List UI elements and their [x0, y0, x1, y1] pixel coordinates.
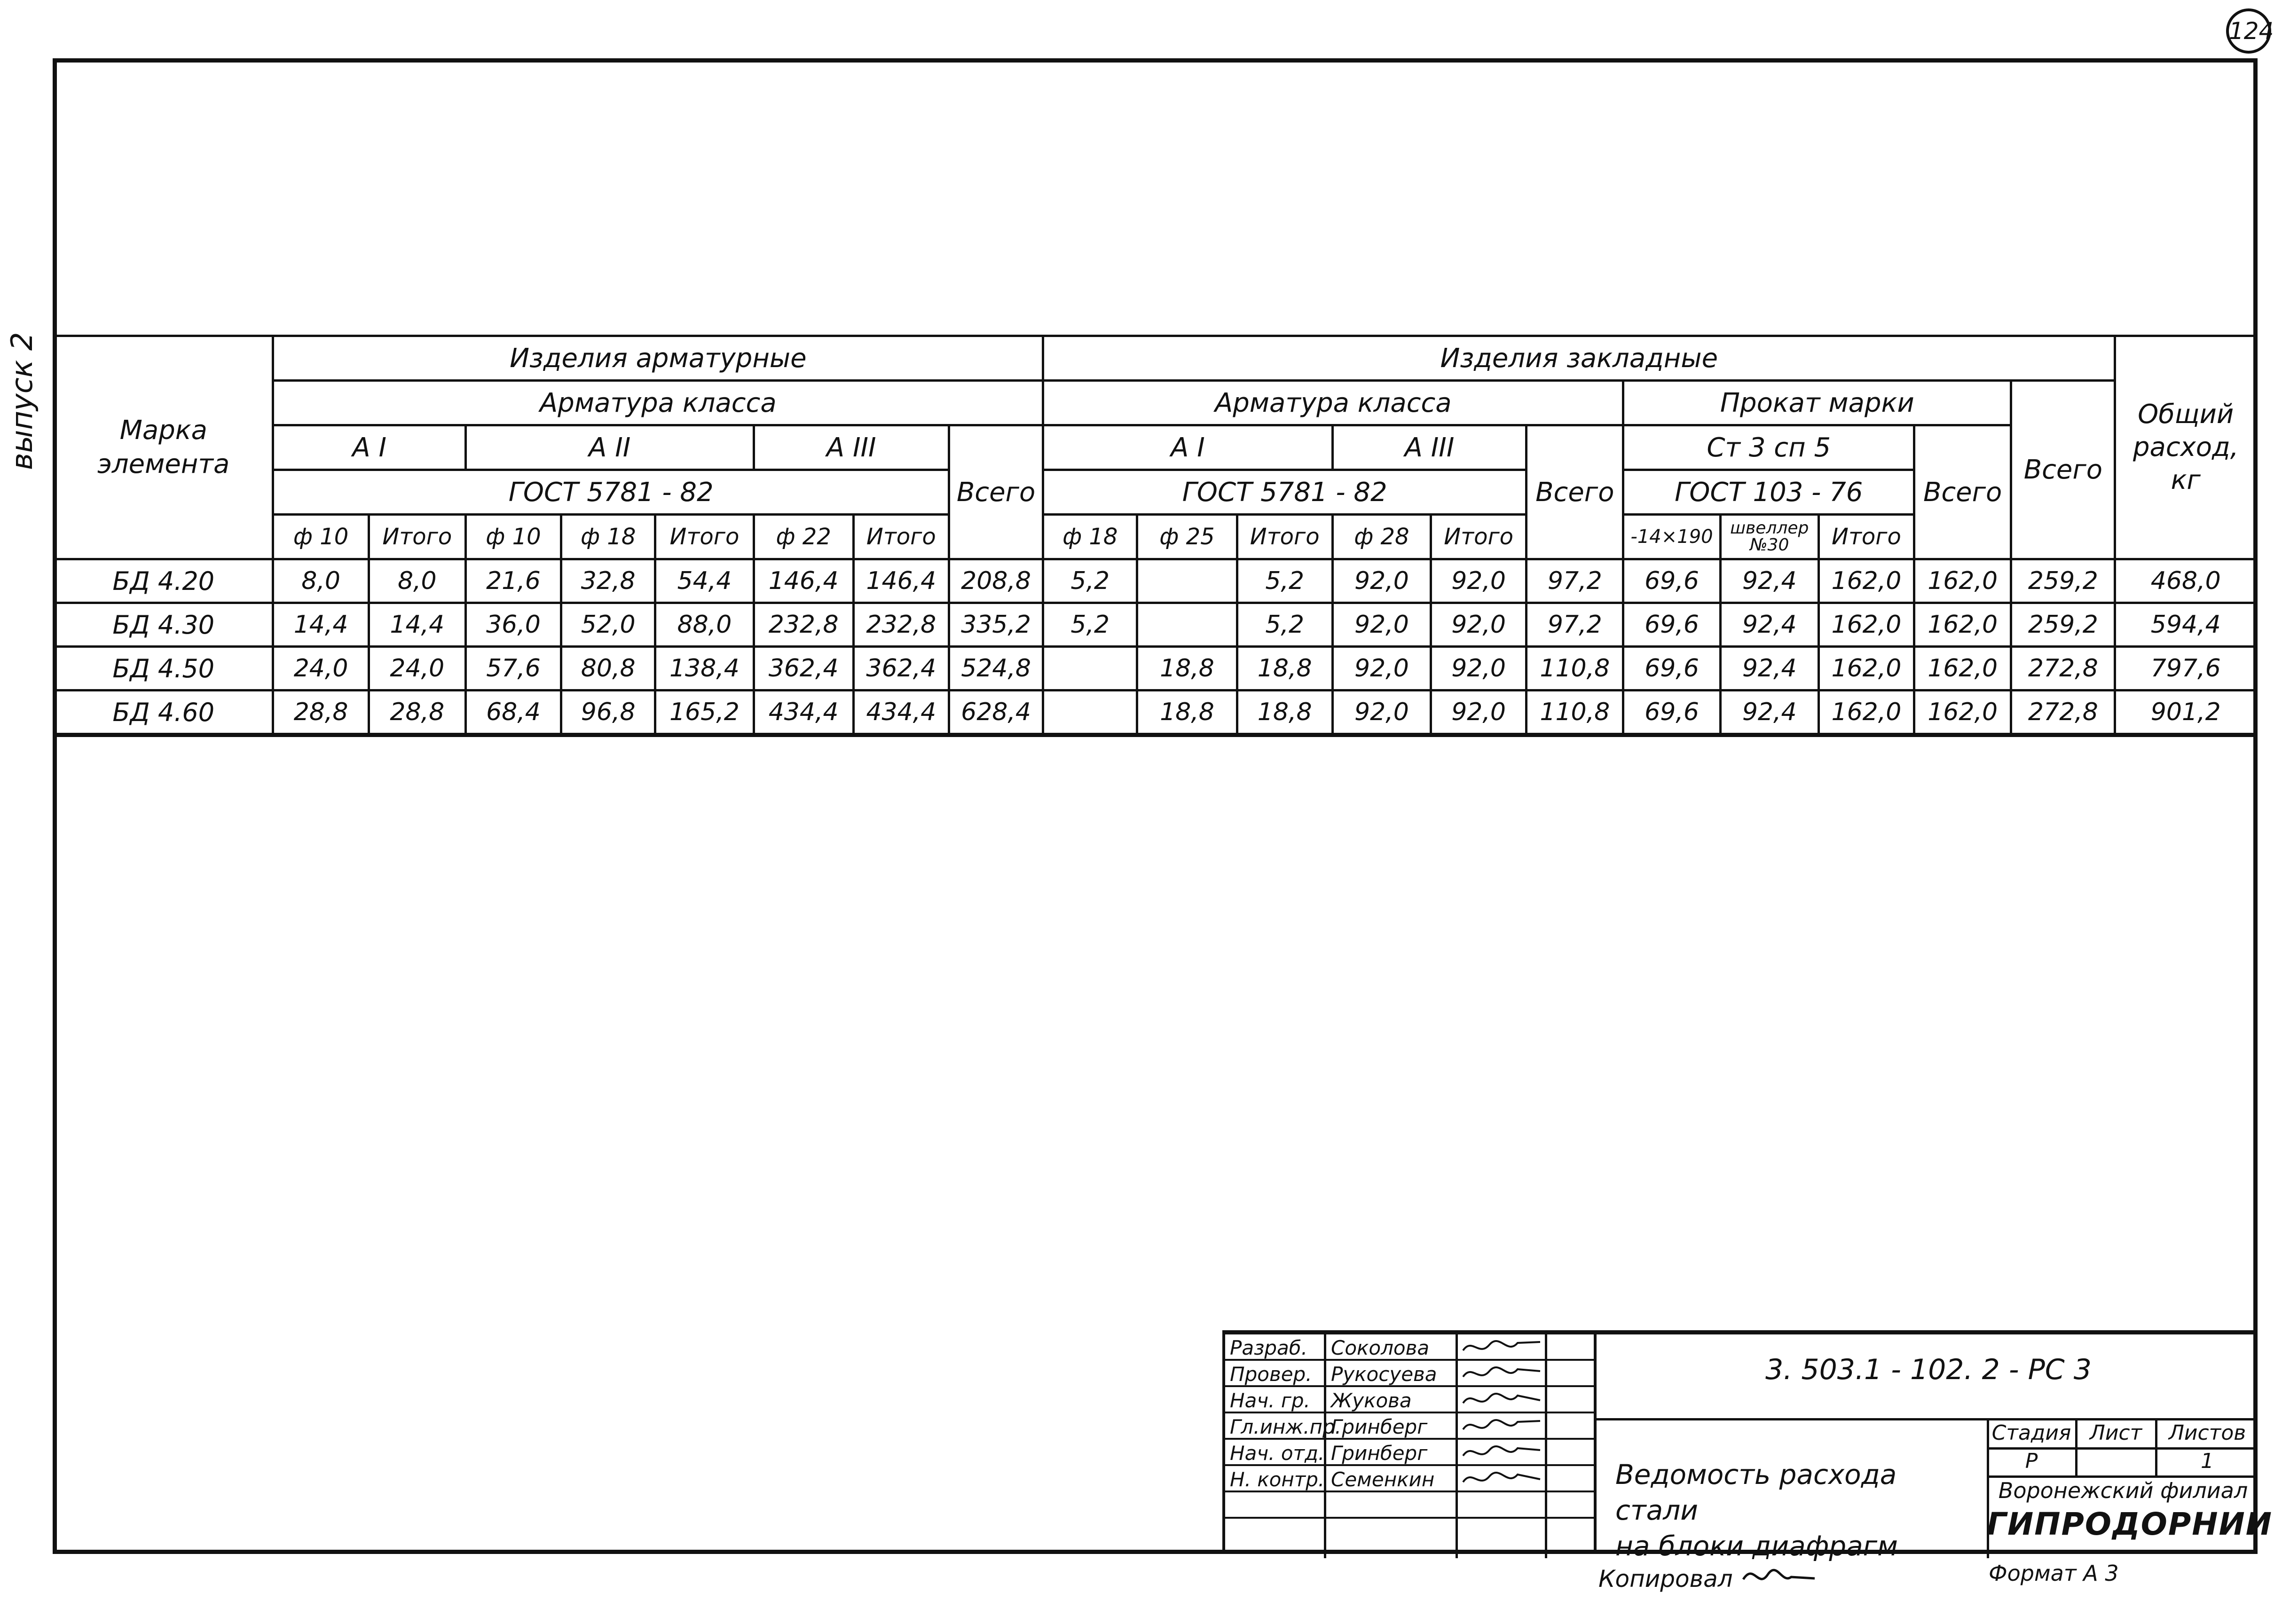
table-cell: 146,4: [754, 559, 853, 603]
table-cell: 52,0: [561, 603, 655, 647]
table-cell: 434,4: [853, 690, 949, 735]
table-cell: [1043, 647, 1137, 690]
header-strip: -14×190: [1623, 515, 1720, 559]
header-d25: ф 25: [1137, 515, 1237, 559]
header-class-a2: А II: [465, 425, 754, 470]
header-itogo: Итого: [853, 515, 949, 559]
signature-name: Гринберг: [1331, 1415, 1428, 1438]
table-cell: 162,0: [1914, 603, 2011, 647]
signature-role: Н. контр.: [1230, 1468, 1325, 1491]
table-cell: 208,8: [949, 559, 1043, 603]
table-cell: 92,4: [1720, 690, 1818, 735]
table-cell: 901,2: [2115, 690, 2257, 735]
table-cell: 162,0: [1818, 603, 1914, 647]
header-vsego-reinf: Всего: [949, 425, 1043, 559]
table-cell: 524,8: [949, 647, 1043, 690]
header-vsego-prokat: Всего: [1914, 425, 2011, 559]
table-cell: 28,8: [369, 690, 465, 735]
table-cell: 594,4: [2115, 603, 2257, 647]
handwritten-signature: [1460, 1413, 1550, 1432]
steel-consumption-table: [53, 335, 2258, 737]
header-class-a1: А I: [273, 425, 465, 470]
table-row: [54, 647, 2257, 690]
element-mark: БД 4.60: [54, 690, 273, 735]
table-cell: 232,8: [853, 603, 949, 647]
header-gost-103: ГОСТ 103 - 76: [1623, 470, 1914, 515]
header-d28: ф 28: [1332, 515, 1431, 559]
table-cell: 162,0: [1818, 647, 1914, 690]
title-block: [1222, 1330, 2273, 1562]
table-cell: 8,0: [369, 559, 465, 603]
organization-branch: Воронежский филиал: [1998, 1478, 2248, 1503]
table-row: [54, 690, 2257, 735]
table-cell: [1137, 603, 1237, 647]
header-armatura-class-embedded: Арматура класса: [1043, 381, 1623, 425]
signature-row: [1225, 1334, 1597, 1361]
table-cell: 68,4: [465, 690, 561, 735]
signature-role: Провер.: [1230, 1363, 1312, 1386]
organization-name: ГИПРОДОРНИИ: [1987, 1506, 2273, 1542]
handwritten-signature: [1460, 1440, 1550, 1459]
header-itogo: Итого: [1237, 515, 1332, 559]
header-steel: Ст 3 сп 5: [1623, 425, 1914, 470]
header-vsego-armatura: Всего: [1527, 425, 1623, 559]
header-armatura-class: Арматура класса: [273, 381, 1043, 425]
table-cell: 28,8: [273, 690, 369, 735]
document-code: 3. 503.1 - 102. 2 - РС 3: [1765, 1353, 2092, 1386]
page-number: 124: [2226, 8, 2271, 54]
table-cell: 110,8: [1527, 690, 1623, 735]
table-cell: 18,8: [1137, 690, 1237, 735]
signature-row: [1225, 1466, 1597, 1492]
table-cell: 92,0: [1332, 690, 1431, 735]
signature-name: Гринберг: [1331, 1442, 1428, 1465]
document-title: [1615, 1457, 1982, 1564]
table-row: [54, 603, 2257, 647]
table-cell: 21,6: [465, 559, 561, 603]
signature-name: Соколова: [1331, 1336, 1430, 1359]
table-cell: 24,0: [273, 647, 369, 690]
table-cell: 5,2: [1043, 603, 1137, 647]
signature-row: [1225, 1387, 1597, 1413]
header-d22: ф 22: [754, 515, 853, 559]
table-cell: 259,2: [2011, 603, 2115, 647]
table-cell: 92,0: [1332, 603, 1431, 647]
table-cell: 14,4: [273, 603, 369, 647]
table-cell: 69,6: [1623, 647, 1720, 690]
title-info: [1594, 1330, 2273, 1562]
header-gost-5781: ГОСТ 5781 - 82: [273, 470, 949, 515]
header-prokat: Прокат марки: [1623, 381, 2011, 425]
table-cell: 362,4: [754, 647, 853, 690]
header-reinforcement-items: Изделия арматурные: [273, 336, 1043, 381]
sheet-label: Лист: [2089, 1421, 2142, 1445]
signature-role: Нач. отд.: [1230, 1442, 1325, 1465]
table-cell: 434,4: [754, 690, 853, 735]
header-d18: ф 18: [561, 515, 655, 559]
table-cell: 92,4: [1720, 647, 1818, 690]
table-cell: 138,4: [655, 647, 754, 690]
table-cell: 468,0: [2115, 559, 2257, 603]
table-cell: 259,2: [2011, 559, 2115, 603]
signature-row: [1225, 1440, 1597, 1466]
table-cell: 628,4: [949, 690, 1043, 735]
header-class-a1-embedded: А I: [1043, 425, 1333, 470]
table-cell: 162,0: [1818, 559, 1914, 603]
table-cell: 69,6: [1623, 690, 1720, 735]
table-cell: 24,0: [369, 647, 465, 690]
table-cell: [1137, 559, 1237, 603]
signature-role: Разраб.: [1230, 1336, 1308, 1359]
table-cell: 92,0: [1332, 559, 1431, 603]
table-cell: 32,8: [561, 559, 655, 603]
table-cell: 92,0: [1431, 603, 1527, 647]
table-cell: 97,2: [1527, 559, 1623, 603]
table-cell: 54,4: [655, 559, 754, 603]
signature-name: Рукосуева: [1331, 1363, 1437, 1386]
table-cell: 232,8: [754, 603, 853, 647]
copier-signature: [1739, 1561, 1819, 1593]
table-cell: 18,8: [1237, 690, 1332, 735]
handwritten-signature: [1460, 1387, 1550, 1406]
header-gost-5781-embedded: ГОСТ 5781 - 82: [1043, 470, 1527, 515]
element-mark: БД 4.20: [54, 559, 273, 603]
table-cell: 92,0: [1431, 647, 1527, 690]
organization: [1987, 1478, 2273, 1542]
margin-tick: [53, 169, 60, 230]
handwritten-signature: [1460, 1334, 1550, 1353]
table-cell: 69,6: [1623, 559, 1720, 603]
margin-tick: [53, 1081, 60, 1175]
header-itogo: Итого: [655, 515, 754, 559]
table-cell: 272,8: [2011, 690, 2115, 735]
table-cell: 92,4: [1720, 559, 1818, 603]
signature-row: [1225, 1361, 1597, 1387]
table-cell: 162,0: [1914, 647, 2011, 690]
header-itogo: Итого: [1818, 515, 1914, 559]
table-cell: 92,0: [1431, 559, 1527, 603]
table-cell: 146,4: [853, 559, 949, 603]
header-d18: ф 18: [1043, 515, 1137, 559]
signature-role: Нач. гр.: [1230, 1389, 1310, 1412]
signature-block: [1222, 1330, 1594, 1554]
table-cell: 92,0: [1332, 647, 1431, 690]
table-cell: 5,2: [1237, 603, 1332, 647]
sheets-label: Листов: [2168, 1421, 2246, 1445]
table-cell: 5,2: [1043, 559, 1137, 603]
header-itogo: Итого: [1431, 515, 1527, 559]
signature-name: Семенкин: [1331, 1468, 1435, 1491]
table-cell: 5,2: [1237, 559, 1332, 603]
signature-role: Гл.инж.пр.: [1230, 1415, 1342, 1438]
sheets-value: 1: [2201, 1449, 2214, 1473]
table-cell: 162,0: [1914, 559, 2011, 603]
document-title-line1: Ведомость расхода стали: [1615, 1459, 1897, 1526]
table-cell: 14,4: [369, 603, 465, 647]
header-class-a3-embedded: А III: [1332, 425, 1526, 470]
table-cell: 69,6: [1623, 603, 1720, 647]
handwritten-signature: [1460, 1361, 1550, 1380]
table-cell: 162,0: [1818, 690, 1914, 735]
table-cell: [1043, 690, 1137, 735]
table-cell: 162,0: [1914, 690, 2011, 735]
header-mark: Марка элемента: [54, 336, 273, 559]
table-cell: 88,0: [655, 603, 754, 647]
header-channel: швеллер №30: [1720, 515, 1818, 559]
handwritten-signature: [1460, 1466, 1550, 1485]
copied-by: Копировал: [1598, 1565, 1733, 1593]
table-cell: 335,2: [949, 603, 1043, 647]
table-cell: 362,4: [853, 647, 949, 690]
signature-row: [1225, 1413, 1597, 1440]
table-cell: 80,8: [561, 647, 655, 690]
table-cell: 57,6: [465, 647, 561, 690]
signature-row-empty: [1225, 1492, 1597, 1519]
header-total-consumption: Общий расход, кг: [2115, 336, 2257, 559]
side-label: выпуск 2: [5, 332, 39, 470]
sheet-format: Формат А 3: [1989, 1561, 2119, 1586]
stage-label: Стадия: [1991, 1421, 2071, 1445]
element-mark: БД 4.50: [54, 647, 273, 690]
header-d10: ф 10: [273, 515, 369, 559]
element-mark: БД 4.30: [54, 603, 273, 647]
table-cell: 92,0: [1431, 690, 1527, 735]
signature-name: Жукова: [1331, 1389, 1412, 1412]
table-cell: 18,8: [1137, 647, 1237, 690]
header-d10: ф 10: [465, 515, 561, 559]
table-cell: 8,0: [273, 559, 369, 603]
table-cell: 110,8: [1527, 647, 1623, 690]
table-cell: 272,8: [2011, 647, 2115, 690]
table-cell: 18,8: [1237, 647, 1332, 690]
table-cell: 97,2: [1527, 603, 1623, 647]
table-cell: 36,0: [465, 603, 561, 647]
table-cell: 797,6: [2115, 647, 2257, 690]
table-cell: 96,8: [561, 690, 655, 735]
stage-value: Р: [2025, 1449, 2038, 1473]
header-vsego-embedded: Всего: [2011, 381, 2115, 559]
table-cell: 165,2: [655, 690, 754, 735]
header-itogo: Итого: [369, 515, 465, 559]
table-cell: 92,4: [1720, 603, 1818, 647]
table-row: [54, 559, 2257, 603]
header-class-a3: А III: [754, 425, 949, 470]
document-title-line2: на блоки диафрагм: [1615, 1530, 1898, 1562]
header-embedded-items: Изделия закладные: [1043, 336, 2115, 381]
sheet-frame: [53, 58, 2273, 1554]
